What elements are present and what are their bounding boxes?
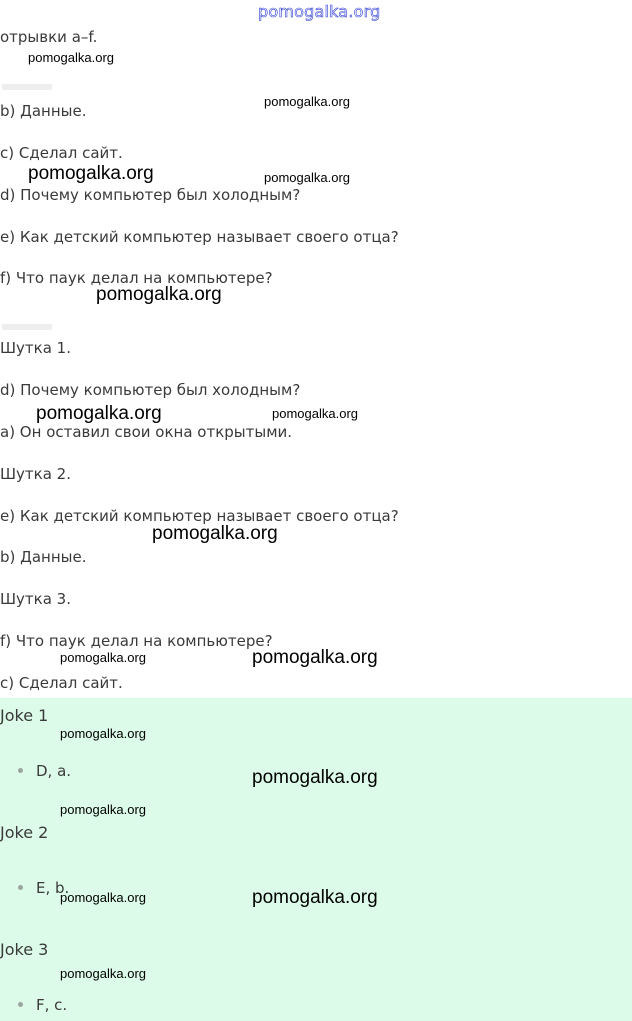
bullet-icon	[18, 768, 23, 773]
answer-joke-2-value: E, b.	[36, 879, 70, 897]
joke-3-heading: Шутка 3.	[0, 590, 71, 608]
question-d: d) Почему компьютер был холодным?	[0, 186, 301, 204]
question-b: b) Данные.	[0, 102, 87, 120]
site-watermark-header: pomogalka.org	[258, 2, 381, 21]
answer-joke-2-title: Joke 2	[0, 823, 49, 842]
watermark: pomogalka.org	[60, 802, 146, 817]
joke-1-answer: a) Он оставил свои окна открытыми.	[0, 423, 293, 441]
watermark: pomogalka.org	[252, 767, 378, 788]
answer-joke-1-value: D, a.	[36, 762, 72, 780]
intro-text: отрывки a–f.	[0, 28, 98, 46]
bullet-icon	[18, 885, 23, 890]
watermark: pomogalka.org	[60, 890, 146, 905]
watermark: pomogalka.org	[28, 163, 154, 184]
joke-2-answer: b) Данные.	[0, 548, 87, 566]
joke-2-question: e) Как детский компьютер называет своего отца?	[0, 507, 399, 525]
answer-joke-3-title: Joke 3	[0, 940, 49, 959]
answer-joke-2-item	[18, 878, 69, 898]
watermark: pomogalka.org	[264, 94, 350, 109]
watermark: pomogalka.org	[36, 403, 162, 424]
watermark: pomogalka.org	[28, 50, 114, 65]
watermark: pomogalka.org	[252, 647, 378, 668]
watermark: pomogalka.org	[264, 170, 350, 185]
divider	[2, 324, 52, 330]
watermark: pomogalka.org	[60, 650, 146, 665]
watermark: pomogalka.org	[272, 406, 358, 421]
watermark: pomogalka.org	[96, 284, 222, 305]
bullet-icon	[18, 1002, 23, 1007]
question-f: f) Что паук делал на компьютере?	[0, 269, 273, 287]
joke-1-heading: Шутка 1.	[0, 339, 71, 357]
answer-box	[0, 698, 632, 1021]
divider	[2, 84, 52, 90]
question-c: c) Сделал сайт.	[0, 144, 123, 162]
question-e: e) Как детский компьютер называет своего отца?	[0, 228, 399, 246]
answer-joke-1-title: Joke 1	[0, 706, 49, 725]
joke-1-question: d) Почему компьютер был холодным?	[0, 381, 301, 399]
watermark: pomogalka.org	[60, 966, 146, 981]
joke-3-answer: c) Сделал сайт.	[0, 674, 123, 692]
answer-joke-3-value: F, c.	[36, 996, 68, 1014]
joke-3-question: f) Что паук делал на компьютере?	[0, 632, 273, 650]
answer-joke-3-item	[18, 995, 67, 1015]
joke-2-heading: Шутка 2.	[0, 465, 71, 483]
answer-joke-1-item	[18, 761, 71, 781]
watermark: pomogalka.org	[252, 887, 378, 908]
watermark: pomogalka.org	[152, 523, 278, 544]
watermark: pomogalka.org	[60, 726, 146, 741]
